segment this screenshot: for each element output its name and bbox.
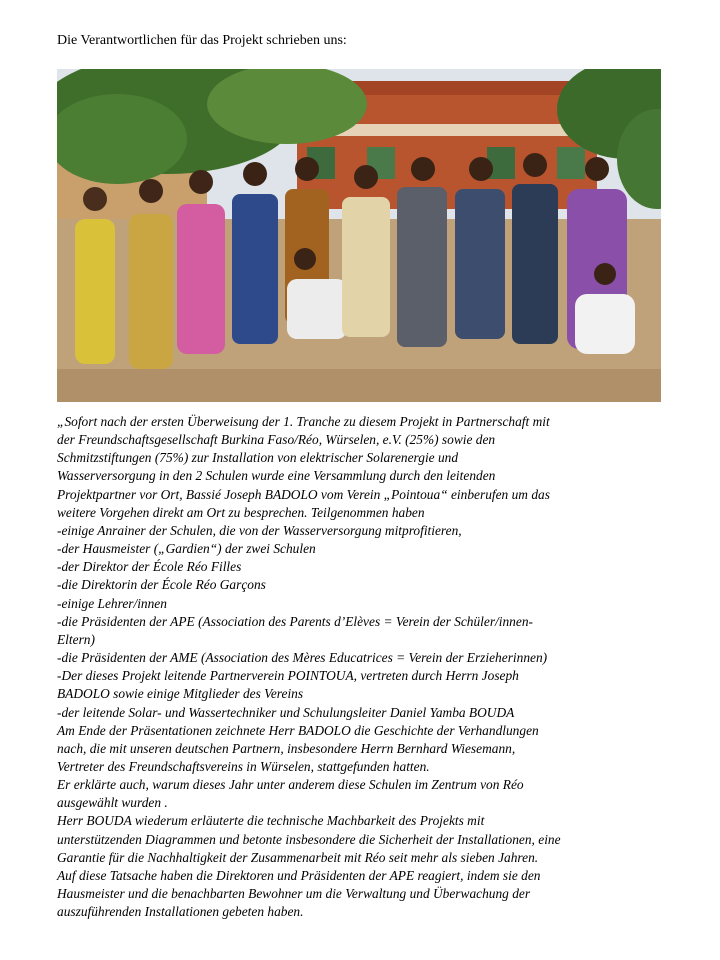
- letter-line: unterstützenden Diagrammen und betonte insbesondere die Sicherheit der Installationen, eine: [57, 831, 561, 847]
- letter-line: -die Präsidenten der AME (Association des Mères Educatrices = Verein der Erzieherinnen): [57, 650, 548, 666]
- letter-line: Eltern): [57, 631, 95, 647]
- letter-line: auszuführenden Installationen gebeten haben.: [57, 904, 304, 920]
- letter-line: Schmitzstiftungen (75%) zur Installation von elektrischer Solarenergie und: [57, 450, 459, 466]
- letter-line: -der Direktor der École Réo Filles: [57, 559, 242, 575]
- letter-line: Garantie für die Nachhaltigkeit der Zusammenarbeit mit Réo seit mehr als sieben Jahren.: [57, 849, 539, 865]
- letter-line: -die Direktorin der École Réo Garçons: [57, 577, 266, 593]
- letter-line: Am Ende der Präsentationen zeichnete Herr BADOLO die Geschichte der Verhandlungen: [57, 722, 539, 738]
- letter-line: -der leitende Solar- und Wassertechniker und Schulungsleiter Daniel Yamba BOUDA: [57, 704, 515, 720]
- letter-line: Auf diese Tatsache haben die Direktoren und Präsidenten der APE reagiert, indem sie den: [57, 867, 541, 883]
- letter-line: -Der dieses Projekt leitende Partnerverein POINTOUA, vertreten durch Herrn Joseph: [57, 668, 519, 684]
- intro-text: Die Verantwortlichen für das Projekt schrieben uns:: [57, 33, 347, 48]
- letter-line: der Freundschaftsgesellschaft Burkina Faso/Réo, Würselen, e.V. (25%) sowie den: [57, 432, 496, 448]
- letter-line: ausgewählt wurden .: [57, 795, 168, 811]
- letter-line: BADOLO sowie einige Mitglieder des Vereins: [57, 686, 304, 702]
- letter-line: „Sofort nach der ersten Überweisung der 1. Tranche zu diesem Projekt in Partnerschaft mit: [57, 414, 550, 429]
- group-photo: [57, 69, 661, 402]
- letter-line: nach, die mit unseren deutschen Partnern, insbesondere Herrn Bernhard Wiesemann,: [57, 740, 516, 756]
- letter-line: -der Hausmeister („Gardien“) der zwei Schulen: [57, 541, 316, 557]
- letter-line: Vertreter des Freundschaftsvereins in Würselen, stattgefunden hatten.: [57, 758, 430, 774]
- letter-line: Herr BOUDA wiederum erläuterte die technische Machbarkeit des Projekts mit: [57, 813, 485, 829]
- letter-line: -einige Anrainer der Schulen, die von der Wasserversorgung mitprofitieren,: [57, 522, 462, 538]
- letter-line: Projektpartner vor Ort, Bassié Joseph BADOLO vom Verein „Pointoua“ einberufen um das: [57, 486, 550, 502]
- group-photo-illustration: [57, 69, 661, 402]
- letter-line: -einige Lehrer/innen: [57, 595, 167, 611]
- letter-line: -die Präsidenten der APE (Association des Parents d’Elèves = Verein der Schüler/innen-: [57, 613, 533, 629]
- letter-line: Wasserversorgung in den 2 Schulen wurde eine Versammlung durch den leitenden: [57, 468, 496, 484]
- letter-line: weitere Vorgehen direkt am Ort zu besprechen. Teilgenommen haben: [57, 504, 425, 520]
- letter-body: [57, 413, 667, 921]
- letter-line: Hausmeister und die benachbarten Bewohner um die Verwaltung und Überwachung der: [57, 886, 531, 902]
- letter-line: Er erklärte auch, warum dieses Jahr unter anderem diese Schulen im Zentrum von Réo: [57, 777, 524, 793]
